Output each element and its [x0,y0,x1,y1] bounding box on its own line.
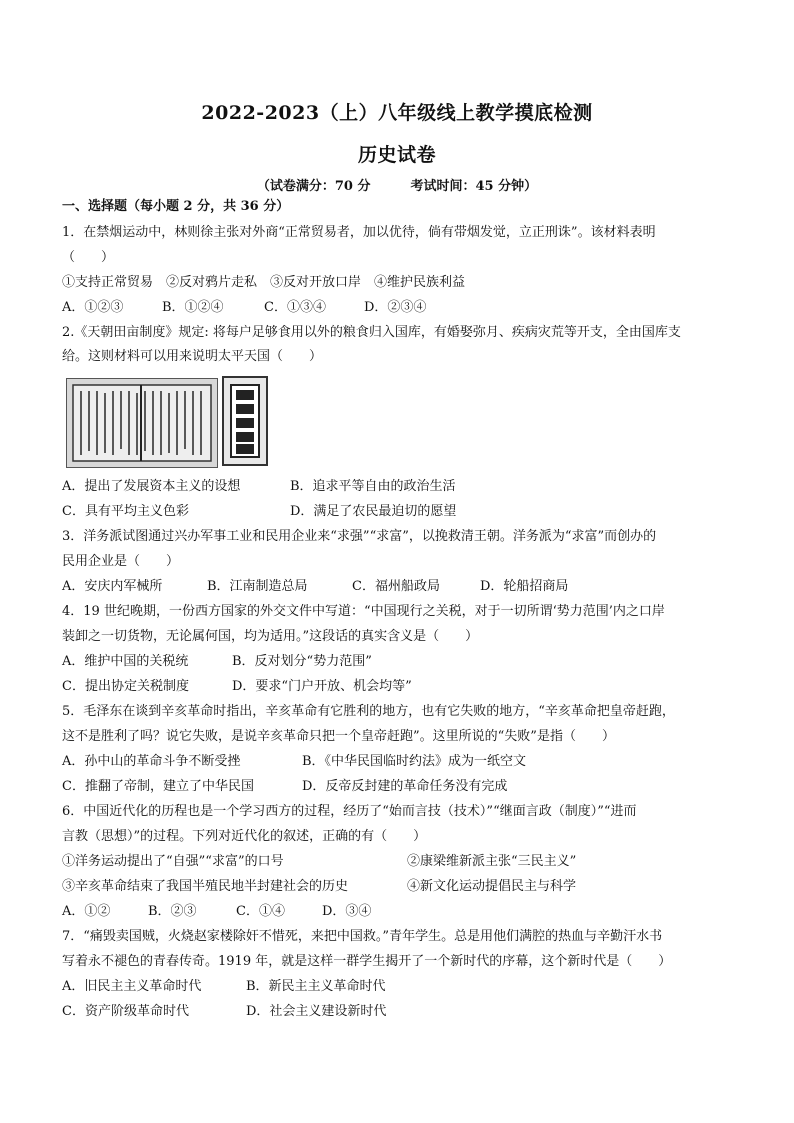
q3-option-d[interactable]: D．轮船招商局 [480,579,569,594]
q3-option-b[interactable]: B．江南制造总局 [207,579,308,594]
q2-option-c[interactable]: C．具有平均主义色彩 [62,504,189,519]
q5-option-b[interactable]: B．《中华民国临时约法》成为一纸空文 [302,754,527,769]
q1-option-b[interactable]: B．①②④ [162,300,224,315]
exam-subject: 历史试卷 [357,144,436,166]
exam-title: 2022-2023（上）八年级线上教学摸底检测 [201,102,593,124]
q3-option-a[interactable]: A．安庆内军械所 [62,579,163,594]
document-page-image [66,378,218,468]
q1-stem-line1: 1．在禁烟运动中，林则徐主张对外商“正常贸易者，加以优待，倘有带烟发觉，立正刑诛”。该材料表明 [62,225,656,240]
q6-option-a[interactable]: A．①② [62,904,111,919]
q6-statement-2: ②康梁维新派主张“三民主义” [407,854,577,869]
q6-option-c[interactable]: C．①④ [236,904,285,919]
full-score: （试卷满分：70 分 [256,179,371,194]
q6-option-d[interactable]: D．③④ [322,904,372,919]
q1-option-c[interactable]: C．①③④ [264,300,326,315]
tianchao-document-image [66,374,270,468]
q3-option-c[interactable]: C．福州船政局 [352,579,440,594]
q1-options [62,299,738,317]
q3-stem-line1: 3．洋务派试图通过兴办军事工业和民用企业来“求强”“求富”，以挽救清王朝。洋务派为“求富”而创办的 [62,529,657,544]
q2-option-d[interactable]: D．满足了农民最迫切的愿望 [290,504,457,519]
q3-stem-line2: 民用企业是（ ） [62,554,180,569]
q6-options [62,903,738,921]
q2-options-row2 [62,503,738,521]
q2-stem-line1: 2.《天朝田亩制度》规定: 将每户足够食用以外的粮食归入国库，有婚娶弥月、疾病灾荒等开支，全由国库支 [62,325,681,340]
q6-stem-line1: 6．中国近代化的历程也是一个学习西方的过程，经历了“始而言技（技术）”“继面言政（制度）”“进而 [62,804,637,819]
q4-options-row1 [62,653,738,671]
q5-option-d[interactable]: D．反帝反封建的革命任务没有完成 [302,779,508,794]
q5-options-row1 [62,753,738,771]
q6-statement-3: ③辛亥革命结束了我国半殖民地半封建社会的历史 [62,879,349,894]
q7-option-c[interactable]: C．资产阶级革命时代 [62,1004,189,1019]
q6-option-b[interactable]: B．②③ [148,904,197,919]
exam-time: 考试时间：45 分钟） [410,179,538,194]
q2-option-a[interactable]: A．提出了发展资本主义的设想 [62,479,241,494]
q5-stem-line1: 5．毛泽东在谈到辛亥革命时指出，辛亥革命有它胜利的地方，也有它失败的地方，“辛亥革命把皇帝赶跑， [62,704,675,719]
exam-meta [0,175,794,194]
q1-option-d[interactable]: D．②③④ [364,300,427,315]
q3-options [62,578,738,596]
q5-stem-line2: 这不是胜利了吗？说它失败，是说辛亥革命只把一个皇帝赶跑”。这里所说的“失败”是指（ ） [62,729,615,744]
q4-stem-line1: 4．19 世纪晚期，一份西方国家的外交文件中写道：“中国现行之关税，对于一切所谓‘势力范围’内之口岸 [62,604,665,619]
q6-statement-1: ①洋务运动提出了“自强”“求富”的口号 [62,854,284,869]
q5-options-row2 [62,778,738,796]
q6-statement-4: ④新文化运动提倡民主与科学 [407,879,577,894]
q2-options-row1 [62,478,738,496]
q6-statements-row1 [62,853,738,871]
q1-statements: ①支持正常贸易 ②反对鸦片走私 ③反对开放口岸 ④维护民族利益 [62,275,466,290]
q2-option-b[interactable]: B．追求平等自由的政治生活 [290,479,456,494]
q4-option-d[interactable]: D．要求“门户开放、机会均等” [232,679,412,694]
q4-option-c[interactable]: C．提出协定关税制度 [62,679,189,694]
q1-stem-line2: （ ） [62,250,115,265]
document-cover-image [222,376,268,466]
q2-stem-line2: 给。这则材料可以用来说明太平天国（ ） [62,349,323,364]
q4-option-b[interactable]: B．反对划分“势力范围” [232,654,372,669]
q7-option-d[interactable]: D．社会主义建设新时代 [246,1004,387,1019]
q1-option-a[interactable]: A．①②③ [62,300,124,315]
q6-statements-row2 [62,878,738,896]
q7-options-row1 [62,978,738,996]
q4-stem-line2: 装卸之一切货物，无论属何国，均为适用。”这段话的真实含义是（ ） [62,629,479,644]
q7-stem-line2: 写着永不褪色的青春传奇。1919 年，就是这样一群学生揭开了一个新时代的序幕，这个新时代是（ ） [62,954,672,969]
section-heading: 一、选择题（每小题 2 分，共 36 分） [62,199,290,214]
q7-stem-line1: 7．“痛毁卖国贼，火烧赵家楼除奸不惜死，来把中国救。”青年学生。总是用他们满腔的热血与辛勤汗水书 [62,929,663,944]
q7-option-b[interactable]: B．新民主主义革命时代 [246,979,386,994]
q6-stem-line2: 言教（思想）”的过程。下列对近代化的叙述，正确的有（ ） [62,829,427,844]
q5-option-a[interactable]: A．孙中山的革命斗争不断受挫 [62,754,241,769]
q7-options-row2 [62,1003,738,1021]
q4-options-row2 [62,678,738,696]
q4-option-a[interactable]: A．维护中国的关税统 [62,654,189,669]
q7-option-a[interactable]: A．旧民主主义革命时代 [62,979,202,994]
q5-option-c[interactable]: C．推翻了帝制，建立了中华民国 [62,779,254,794]
